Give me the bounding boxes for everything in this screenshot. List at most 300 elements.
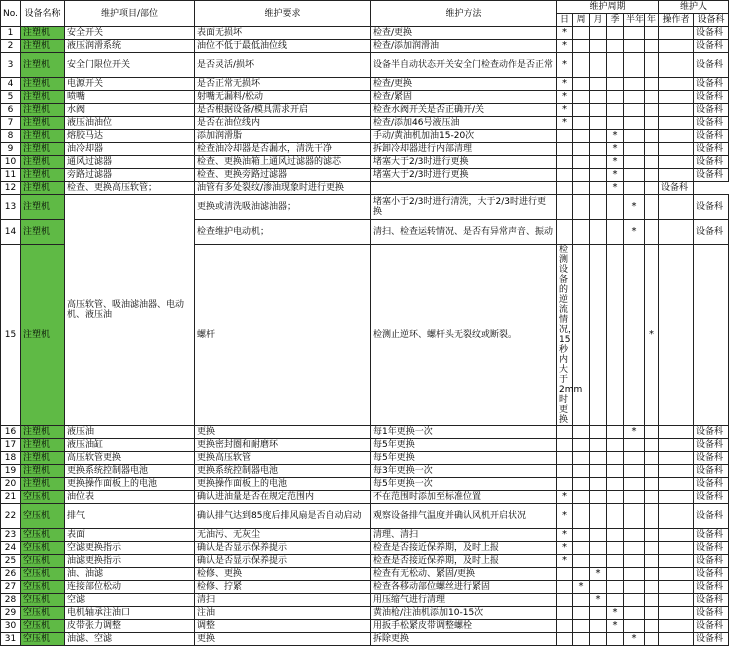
operator-cell	[659, 117, 694, 130]
requirement-cell: 检查、更换高压软管；	[65, 182, 195, 195]
row-number: 5	[1, 91, 21, 104]
quarter-mark	[607, 452, 624, 465]
row-number: 23	[1, 529, 21, 542]
equipment-name: 注塑机	[21, 117, 65, 130]
row-number: 29	[1, 607, 21, 620]
requirement-cell: 检查维护电动机；	[195, 220, 371, 245]
month-mark	[590, 156, 607, 169]
month-mark	[590, 542, 607, 555]
week-mark	[573, 555, 590, 568]
day-mark: *	[557, 542, 573, 555]
year-mark	[645, 568, 659, 581]
table-row	[1, 53, 729, 78]
half-year-mark: *	[624, 220, 645, 245]
requirement-cell: 无油污、无灰尘	[195, 529, 371, 542]
item-cell: 安全开关	[65, 27, 195, 40]
table-row	[1, 491, 729, 504]
method-cell: 观察设备排气温度并确认风机开启状况	[371, 504, 557, 529]
table-row	[1, 426, 729, 439]
operator-cell	[659, 555, 694, 568]
year-mark	[645, 542, 659, 555]
quarter-mark	[607, 633, 624, 646]
table-row	[1, 529, 729, 542]
week-mark	[573, 195, 590, 220]
operator-cell	[659, 633, 694, 646]
table-row	[1, 439, 729, 452]
month-mark	[590, 143, 607, 156]
table-row	[1, 195, 729, 220]
week-mark	[573, 607, 590, 620]
equipment-name: 注塑机	[21, 426, 65, 439]
dept-cell: 设备科	[694, 27, 729, 40]
item-cell: 旁路过滤器	[65, 169, 195, 182]
operator-cell	[694, 245, 729, 426]
table-row	[1, 40, 729, 53]
month-mark	[590, 78, 607, 91]
operator-cell	[659, 620, 694, 633]
row-number: 10	[1, 156, 21, 169]
day-mark: *	[557, 40, 573, 53]
year-mark	[645, 91, 659, 104]
quarter-mark	[607, 195, 624, 220]
requirement-cell: 更换系统控制器电池	[195, 465, 371, 478]
half-year-mark	[624, 478, 645, 491]
half-year-mark: *	[624, 633, 645, 646]
method-cell: 堵塞大于2/3时进行更换	[371, 169, 557, 182]
quarter-mark	[624, 245, 645, 426]
requirement-cell: 更换密封圈和耐磨环	[195, 439, 371, 452]
dept-cell: 设备科	[694, 91, 729, 104]
requirement-cell: 注油	[195, 607, 371, 620]
operator-cell	[659, 529, 694, 542]
item-cell: 通风过滤器	[65, 156, 195, 169]
equipment-name: 注塑机	[21, 465, 65, 478]
week-mark	[573, 491, 590, 504]
day-mark	[557, 156, 573, 169]
year-mark	[645, 594, 659, 607]
col-year: 年	[645, 14, 659, 27]
table-row	[1, 542, 729, 555]
operator-cell	[659, 568, 694, 581]
table-row	[1, 182, 729, 195]
day-mark	[557, 426, 573, 439]
week-mark	[573, 156, 590, 169]
day-mark	[557, 581, 573, 594]
year-mark	[645, 555, 659, 568]
method-cell: 检查是否接近保养期，及时上报	[371, 542, 557, 555]
quarter-mark	[607, 581, 624, 594]
requirement-cell: 表面无损坏	[195, 27, 371, 40]
requirement-cell: 添加润滑脂	[195, 130, 371, 143]
day-mark: *	[557, 104, 573, 117]
half-year-mark	[624, 40, 645, 53]
day-mark: *	[557, 27, 573, 40]
equipment-name: 空压机	[21, 491, 65, 504]
dept-cell: 设备科	[694, 220, 729, 245]
week-mark	[573, 78, 590, 91]
half-year-mark	[624, 581, 645, 594]
dept-cell: 设备科	[694, 633, 729, 646]
week-mark	[573, 568, 590, 581]
year-mark	[645, 169, 659, 182]
item-cell: 熔胶马达	[65, 130, 195, 143]
col-month: 月	[590, 14, 607, 27]
equipment-name: 空压机	[21, 581, 65, 594]
row-number: 17	[1, 439, 21, 452]
dept-cell: 设备科	[694, 491, 729, 504]
half-year-mark	[624, 439, 645, 452]
method-cell: 检查是否接近保养期，及时上报	[371, 555, 557, 568]
month-mark	[573, 182, 590, 195]
month-mark	[590, 195, 607, 220]
item-cell: 油位表	[65, 491, 195, 504]
half-year-mark	[624, 568, 645, 581]
year-mark	[659, 245, 694, 426]
dept-cell: 设备科	[694, 504, 729, 529]
month-mark	[590, 426, 607, 439]
method-cell: 拆除更换	[371, 633, 557, 646]
operator-cell	[659, 594, 694, 607]
col-requirement: 维护要求	[195, 1, 371, 27]
day-mark: *	[557, 555, 573, 568]
week-mark	[573, 91, 590, 104]
item-cell: 皮带张力调整	[65, 620, 195, 633]
table-row	[1, 620, 729, 633]
method-cell: 每5年更换	[371, 452, 557, 465]
table-row	[1, 594, 729, 607]
dept-cell: 设备科	[694, 40, 729, 53]
week-mark	[573, 117, 590, 130]
week-mark	[573, 465, 590, 478]
method-cell: 每5年更换	[371, 439, 557, 452]
item-cell: 喷嘴	[65, 91, 195, 104]
quarter-mark	[607, 594, 624, 607]
table-row	[1, 104, 729, 117]
quarter-mark	[607, 53, 624, 78]
row-number: 2	[1, 40, 21, 53]
week-mark	[573, 633, 590, 646]
item-cell: 液压油	[65, 426, 195, 439]
quarter-mark: *	[607, 143, 624, 156]
operator-cell	[659, 607, 694, 620]
method-cell: 每5年更换一次	[371, 478, 557, 491]
row-number: 7	[1, 117, 21, 130]
equipment-name: 空压机	[21, 568, 65, 581]
row-number: 9	[1, 143, 21, 156]
half-year-mark	[624, 91, 645, 104]
dept-cell: 设备科	[694, 117, 729, 130]
equipment-name: 注塑机	[21, 91, 65, 104]
operator-cell	[659, 452, 694, 465]
method-cell: 清扫、检查运转情况、是否有异常声音、振动	[371, 220, 557, 245]
operator-cell	[659, 156, 694, 169]
col-week: 周	[573, 14, 590, 27]
dept-cell: 设备科	[694, 426, 729, 439]
half-year-mark	[624, 542, 645, 555]
method-cell: 检查/紧固	[371, 91, 557, 104]
requirement-cell: 更换或清洗吸油滤油器；	[195, 195, 371, 220]
equipment-name: 注塑机	[21, 27, 65, 40]
requirement-cell: 更换高压软管	[195, 452, 371, 465]
week-mark	[573, 452, 590, 465]
dept-cell: 设备科	[694, 439, 729, 452]
requirement-cell: 检查、更换油箱上通风过滤器的滤芯	[195, 156, 371, 169]
month-mark	[607, 245, 624, 426]
day-mark	[573, 245, 590, 426]
item-cell: 更换操作面板上的电池	[65, 478, 195, 491]
requirement-cell: 检修、拧紧	[195, 581, 371, 594]
operator-cell	[659, 78, 694, 91]
requirement-cell: 清扫	[195, 594, 371, 607]
operator-cell	[659, 195, 694, 220]
year-mark	[645, 607, 659, 620]
year-mark	[645, 104, 659, 117]
table-row	[1, 143, 729, 156]
month-mark	[590, 117, 607, 130]
month-mark	[590, 478, 607, 491]
half-year-mark	[624, 143, 645, 156]
half-year-mark	[624, 169, 645, 182]
row-number: 26	[1, 568, 21, 581]
equipment-name: 注塑机	[21, 156, 65, 169]
method-cell: 手动/黄油机加油15-20次	[371, 130, 557, 143]
dept-cell: 设备科	[694, 156, 729, 169]
row-number: 14	[1, 220, 21, 245]
year-mark	[645, 53, 659, 78]
item-cell: 电源开关	[65, 78, 195, 91]
method-cell: 检查有无松动、紧固/更换	[371, 568, 557, 581]
year-mark	[645, 504, 659, 529]
equipment-name: 注塑机	[21, 143, 65, 156]
equipment-name: 注塑机	[21, 478, 65, 491]
method-cell: 检测设备的逆流情况，15秒内大于2mm时更换	[557, 245, 573, 426]
equipment-name: 注塑机	[21, 53, 65, 78]
item-cell: 油冷却器	[65, 143, 195, 156]
row-number: 11	[1, 169, 21, 182]
operator-cell	[659, 91, 694, 104]
operator-cell	[659, 542, 694, 555]
dept-cell: 设备科	[694, 542, 729, 555]
year-mark	[645, 195, 659, 220]
operator-cell	[645, 182, 659, 195]
col-day: 日	[557, 14, 573, 27]
table-row	[1, 478, 729, 491]
month-mark	[590, 104, 607, 117]
year-mark	[645, 529, 659, 542]
half-year-mark	[624, 504, 645, 529]
quarter-mark	[607, 465, 624, 478]
equipment-name: 注塑机	[21, 130, 65, 143]
table-row	[1, 633, 729, 646]
year-mark	[645, 40, 659, 53]
quarter-mark	[607, 40, 624, 53]
col-quarter: 季	[607, 14, 624, 27]
row-number: 6	[1, 104, 21, 117]
dept-cell: 设备科	[694, 594, 729, 607]
dept-cell: 设备科	[694, 104, 729, 117]
year-mark	[645, 465, 659, 478]
equipment-name: 空压机	[21, 555, 65, 568]
year-mark	[645, 620, 659, 633]
method-cell: 每1年更换一次	[371, 426, 557, 439]
quarter-mark: *	[607, 620, 624, 633]
requirement-cell: 检查油冷却器是否漏水，清洗干净	[195, 143, 371, 156]
month-mark	[590, 633, 607, 646]
operator-cell	[659, 491, 694, 504]
half-year-mark	[624, 620, 645, 633]
item-cell: 空滤	[65, 594, 195, 607]
half-year-mark: *	[645, 245, 659, 426]
col-person: 维护人	[659, 1, 729, 14]
row-number: 16	[1, 426, 21, 439]
half-year-mark	[624, 53, 645, 78]
equipment-name: 注塑机	[21, 104, 65, 117]
item-cell: 螺杆	[195, 245, 371, 426]
quarter-mark	[607, 555, 624, 568]
half-year-mark	[624, 555, 645, 568]
row-number: 18	[1, 452, 21, 465]
row-number: 4	[1, 78, 21, 91]
week-mark	[573, 620, 590, 633]
quarter-mark	[607, 220, 624, 245]
quarter-mark	[607, 504, 624, 529]
year-mark	[645, 581, 659, 594]
row-number: 15	[1, 245, 21, 426]
equipment-name: 注塑机	[21, 182, 65, 195]
year-mark	[624, 182, 645, 195]
month-mark	[590, 555, 607, 568]
table-row	[1, 465, 729, 478]
half-year-mark	[624, 27, 645, 40]
half-year-mark: *	[607, 182, 624, 195]
day-mark	[557, 130, 573, 143]
dept-cell: 设备科	[694, 130, 729, 143]
month-mark	[590, 439, 607, 452]
week-mark	[573, 529, 590, 542]
row-number: 27	[1, 581, 21, 594]
method-cell: 用扳手松紧皮带调整螺栓	[371, 620, 557, 633]
year-mark	[645, 117, 659, 130]
item-cell: 液压润滑系统	[65, 40, 195, 53]
operator-cell	[659, 220, 694, 245]
year-mark	[645, 452, 659, 465]
operator-cell	[659, 143, 694, 156]
equipment-name: 注塑机	[21, 220, 65, 245]
dept-cell: 设备科	[694, 143, 729, 156]
dept-cell: 设备科	[694, 555, 729, 568]
equipment-name: 空压机	[21, 633, 65, 646]
equipment-name: 空压机	[21, 607, 65, 620]
equipment-name: 注塑机	[21, 195, 65, 220]
requirement-cell: 更换	[195, 426, 371, 439]
year-mark	[645, 439, 659, 452]
operator-cell	[659, 53, 694, 78]
day-mark	[557, 465, 573, 478]
week-mark	[573, 426, 590, 439]
equipment-name: 空压机	[21, 542, 65, 555]
week-mark	[573, 478, 590, 491]
table-body	[1, 27, 729, 646]
day-mark: *	[557, 504, 573, 529]
row-number: 1	[1, 27, 21, 40]
requirement-cell: 更换	[195, 633, 371, 646]
year-mark	[645, 156, 659, 169]
week-mark	[573, 104, 590, 117]
quarter-mark	[607, 529, 624, 542]
row-number: 21	[1, 491, 21, 504]
table-row	[1, 607, 729, 620]
equipment-name: 注塑机	[21, 40, 65, 53]
dept-cell: 设备科	[694, 465, 729, 478]
method-cell: 检查/添加润滑油	[371, 40, 557, 53]
quarter-mark	[607, 117, 624, 130]
week-mark	[573, 143, 590, 156]
requirement-cell: 确认是否显示保养提示	[195, 555, 371, 568]
day-mark	[557, 478, 573, 491]
operator-cell	[659, 104, 694, 117]
half-year-mark	[624, 465, 645, 478]
day-mark	[557, 594, 573, 607]
dept-cell: 设备科	[694, 568, 729, 581]
day-mark: *	[557, 91, 573, 104]
item-cell: 更换系统控制器电池	[65, 465, 195, 478]
col-operator: 操作者	[659, 14, 694, 27]
row-number: 31	[1, 633, 21, 646]
table-row	[1, 169, 729, 182]
table-row	[1, 78, 729, 91]
table-row	[1, 555, 729, 568]
item-cell: 安全门限位开关	[65, 53, 195, 78]
half-year-mark	[624, 491, 645, 504]
dept-cell: 设备科	[694, 53, 729, 78]
row-number: 19	[1, 465, 21, 478]
quarter-mark	[590, 182, 607, 195]
row-number: 30	[1, 620, 21, 633]
half-year-mark	[624, 130, 645, 143]
item-cell: 液压油油位	[65, 117, 195, 130]
day-mark	[557, 195, 573, 220]
quarter-mark	[607, 78, 624, 91]
table-row	[1, 91, 729, 104]
month-mark	[590, 620, 607, 633]
day-mark	[557, 220, 573, 245]
dept-cell: 设备科	[694, 478, 729, 491]
dept-cell: 设备科	[694, 529, 729, 542]
week-mark	[573, 53, 590, 78]
requirement-cell: 检查、更换旁路过滤器	[195, 169, 371, 182]
operator-cell	[659, 27, 694, 40]
method-cell: 不在范围时添加至标准位置	[371, 491, 557, 504]
half-year-mark	[624, 117, 645, 130]
day-mark: *	[557, 117, 573, 130]
half-year-mark	[624, 78, 645, 91]
month-mark	[590, 491, 607, 504]
method-cell: 用压缩气进行清理	[371, 594, 557, 607]
item-cell: 空滤更换指示	[65, 542, 195, 555]
requirement-cell: 更换操作面板上的电池	[195, 478, 371, 491]
month-mark	[590, 504, 607, 529]
day-mark	[557, 620, 573, 633]
table-row	[1, 504, 729, 529]
item-cell: 油滤、空滤	[65, 633, 195, 646]
week-mark	[573, 220, 590, 245]
method-cell: 设备半自动状态开关安全门检查动作是否正常	[371, 53, 557, 78]
equipment-name: 注塑机	[21, 452, 65, 465]
day-mark	[557, 568, 573, 581]
operator-cell	[659, 426, 694, 439]
operator-cell	[659, 581, 694, 594]
col-no: No.	[1, 1, 21, 27]
